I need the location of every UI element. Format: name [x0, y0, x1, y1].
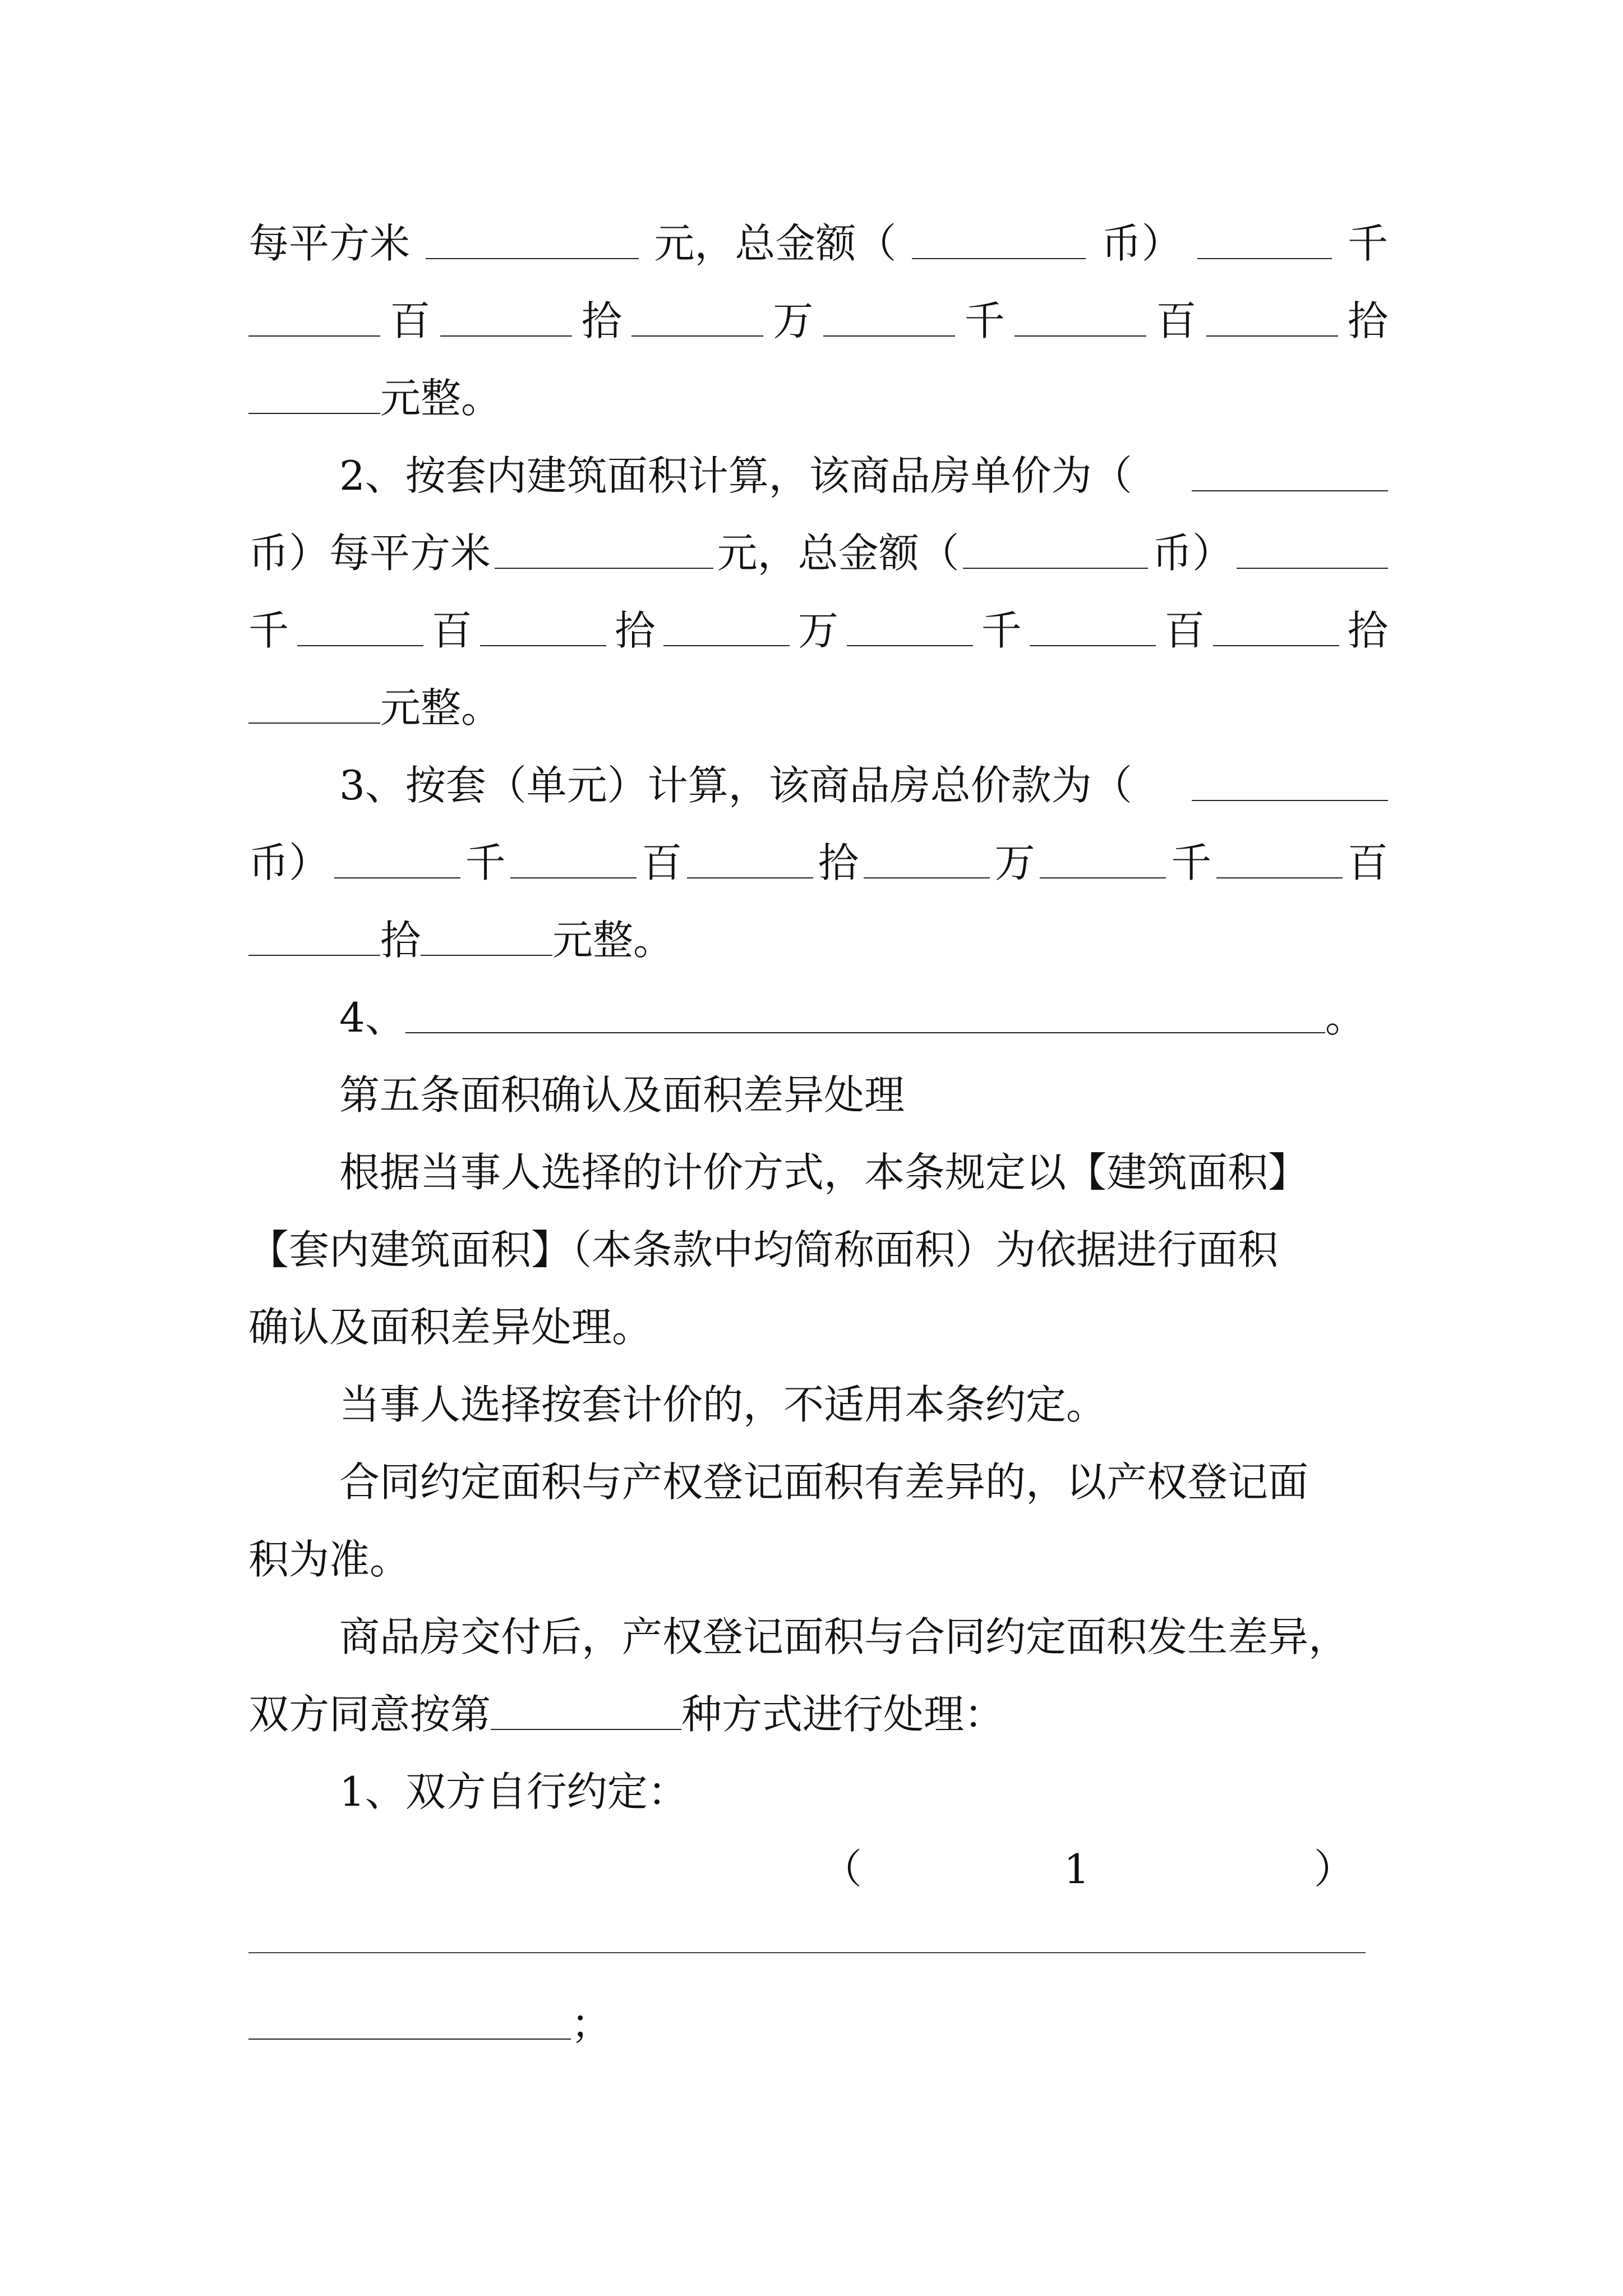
- blank-field[interactable]: [1206, 335, 1338, 337]
- text: 2、按套内建筑面积计算，该商品房单价为（: [339, 452, 1132, 499]
- text: 合同约定面积与产权登记面积有差异的，以产权登记面: [339, 1458, 1309, 1506]
- text: 元整。: [552, 917, 674, 964]
- blank-field[interactable]: [491, 1729, 681, 1730]
- text: 3、按套（单元）计算，该商品房总价款为（: [339, 762, 1132, 809]
- text: 元，总金额（: [654, 220, 897, 267]
- blank-field[interactable]: [823, 335, 955, 337]
- text: 千: [1171, 839, 1212, 886]
- paragraph-line: [248, 1144, 1388, 1200]
- text: 百: [1156, 297, 1197, 344]
- paragraph-line: [248, 1377, 1388, 1433]
- blank-field[interactable]: [248, 723, 380, 724]
- text: 币）: [248, 839, 330, 886]
- text: 第五条面积确认及面积差异处理: [339, 1071, 905, 1119]
- clause-4: [248, 990, 1388, 1046]
- text: 当事人选择按套计价的，不适用本条约定。: [339, 1381, 1107, 1428]
- amount-end-2: [248, 680, 1388, 736]
- amount-line-2: [248, 602, 1388, 659]
- blank-field[interactable]: [1192, 490, 1388, 491]
- text: 元整。: [380, 375, 502, 422]
- text: 拾: [380, 917, 421, 964]
- text: 。: [1325, 994, 1366, 1041]
- blank-field[interactable]: [1213, 645, 1339, 646]
- text: （: [822, 1846, 863, 1893]
- price-line-1: [248, 215, 1388, 272]
- blank-field[interactable]: [440, 335, 572, 337]
- text: 百: [1347, 839, 1388, 886]
- text: 4、: [339, 994, 405, 1041]
- text: 1、双方自行约定：: [339, 1768, 688, 1815]
- text: 【套内建筑面积】（本条款中均简称面积）为依据进行面积: [248, 1226, 1279, 1273]
- text: 确认及面积差异处理。: [248, 1304, 653, 1351]
- text: 万: [994, 839, 1035, 886]
- paragraph-line: [248, 1222, 1388, 1278]
- text: 双方同意按第: [248, 1691, 491, 1738]
- text: 元整。: [380, 684, 502, 731]
- amount-end-1: [248, 370, 1388, 426]
- blank-field[interactable]: [405, 1032, 1325, 1033]
- text: 元，总金额（: [717, 530, 960, 577]
- blank-field[interactable]: [1197, 258, 1332, 259]
- text: 拾: [1347, 297, 1388, 344]
- blank-field[interactable]: [1216, 877, 1343, 878]
- paragraph-line: [248, 1531, 1388, 1588]
- text: ）: [1313, 1846, 1354, 1893]
- paragraph-line: [248, 1454, 1388, 1510]
- blank-field[interactable]: [297, 645, 423, 646]
- blank-field[interactable]: [421, 955, 552, 956]
- option-1-end: [248, 1996, 1388, 2052]
- text: 百: [390, 297, 431, 344]
- blank-field[interactable]: [1040, 877, 1166, 878]
- text: ；: [571, 2000, 612, 2047]
- blank-field[interactable]: [847, 645, 973, 646]
- text: 每平方米: [248, 220, 411, 267]
- blank-field[interactable]: [864, 877, 990, 878]
- text: 千: [981, 607, 1022, 654]
- option-1-number: [822, 1841, 1377, 1897]
- blank-field[interactable]: [631, 335, 763, 337]
- text: 拾: [818, 839, 859, 886]
- blank-line[interactable]: [248, 1952, 1366, 1953]
- blank-field[interactable]: [495, 568, 713, 569]
- amount-line-1: [248, 293, 1388, 349]
- text: 拾: [615, 607, 656, 654]
- paragraph-line: [248, 1686, 1388, 1742]
- text: 根据当事人选择的计价方式，本条规定以【建筑面积】: [339, 1149, 1309, 1196]
- text: 1: [1064, 1846, 1090, 1893]
- text: 百: [642, 839, 683, 886]
- text: 币）每平方米: [248, 530, 491, 577]
- blank-field[interactable]: [510, 877, 637, 878]
- clause-3: [248, 757, 1388, 813]
- text: 商品房交付后，产权登记面积与合同约定面积发生差异，: [339, 1613, 1349, 1660]
- paragraph-line: [248, 1299, 1388, 1355]
- clause-2: [248, 448, 1388, 504]
- price-line-2: [248, 525, 1388, 581]
- text: 千: [465, 839, 506, 886]
- blank-field[interactable]: [248, 2039, 571, 2040]
- blank-field[interactable]: [1192, 800, 1388, 801]
- blank-field[interactable]: [1015, 335, 1146, 337]
- blank-field[interactable]: [663, 645, 790, 646]
- amount-end-3: [248, 912, 1388, 968]
- text: 积为准。: [248, 1536, 411, 1583]
- text: 千: [248, 607, 289, 654]
- blank-field[interactable]: [248, 955, 380, 956]
- blank-field[interactable]: [1030, 645, 1156, 646]
- blank-field[interactable]: [334, 877, 460, 878]
- blank-field[interactable]: [248, 335, 380, 337]
- blank-field[interactable]: [912, 258, 1086, 259]
- text: 拾: [581, 297, 622, 344]
- amount-line-3: [248, 835, 1388, 891]
- blank-field[interactable]: [687, 877, 813, 878]
- text: 种方式进行处理：: [681, 1691, 1005, 1738]
- text: 百: [1164, 607, 1205, 654]
- text: 拾: [1347, 607, 1388, 654]
- text: 币）: [1101, 220, 1182, 267]
- text: 币）: [1152, 530, 1233, 577]
- article-5-title: [248, 1067, 1388, 1123]
- blank-field[interactable]: [248, 413, 380, 414]
- paragraph-line: [248, 1609, 1388, 1665]
- option-1: [248, 1764, 1388, 1820]
- text: 千: [1347, 220, 1388, 267]
- text: 万: [797, 607, 838, 654]
- blank-field[interactable]: [1237, 568, 1388, 569]
- text: 百: [431, 607, 472, 654]
- blank-field[interactable]: [963, 568, 1148, 569]
- blank-field[interactable]: [426, 258, 639, 259]
- text: 万: [773, 297, 814, 344]
- text: 千: [964, 297, 1005, 344]
- blank-field[interactable]: [480, 645, 606, 646]
